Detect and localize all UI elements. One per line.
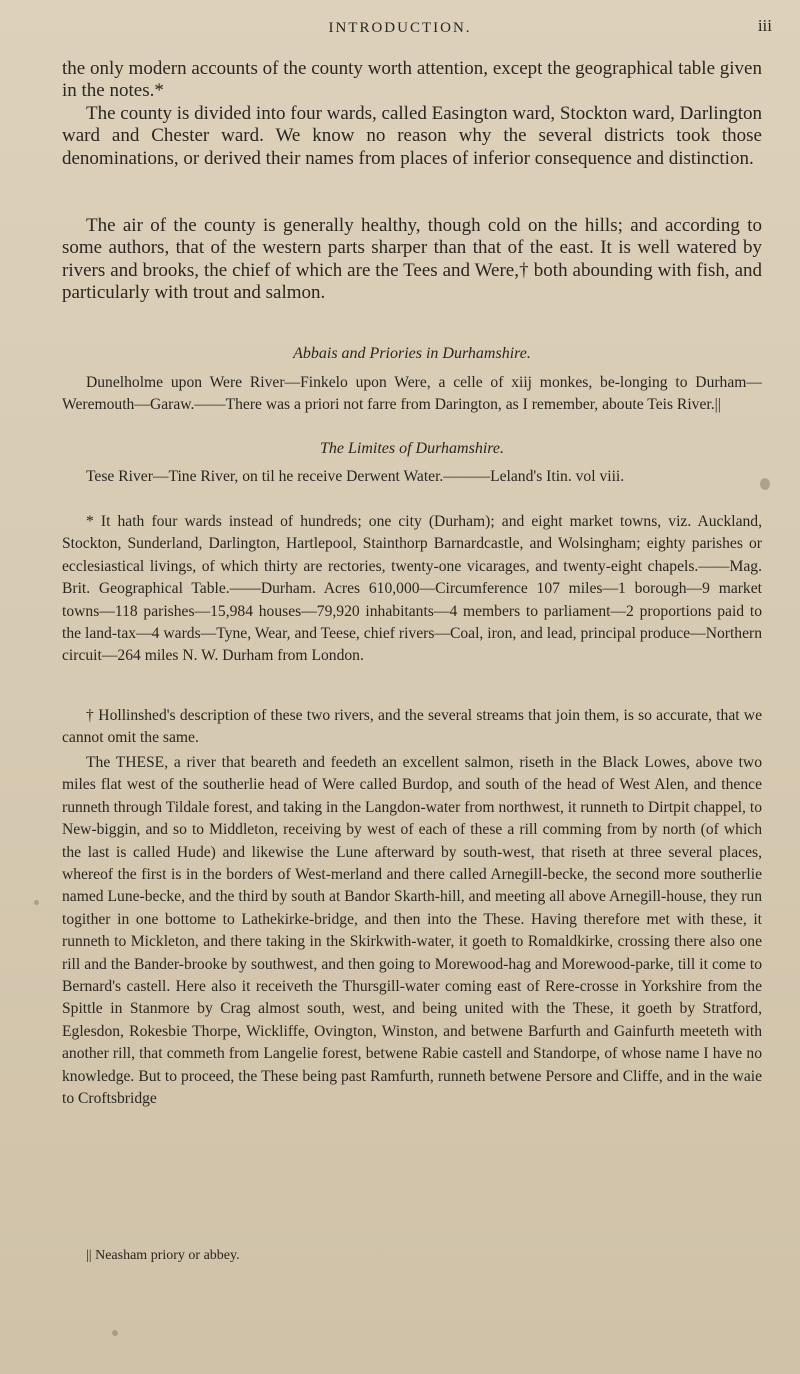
- footnote-note: * It hath four wards instead of hundreds; one city (Durham); and eight market towns, viz. Auckland, Stockton, Sunderland, Darlington, Hartlepool, Stainthorp Barnardcastle, and Wolsingham; eighty parishes or ecclesiastical livings, of which thirty are rectories, twenty-one vicarages, and twenty-eight chapels.——Mag. Brit. Geographical Table.——Durham. Acres 610,000—Circumference 107 miles—1 borough—9 market towns—118 parishes—15,984 houses—79,920 inhabitants—4 members to parliament—2 proportions paid to the land-tax—4 wards—Tyne, Wear, and Teese, chief rivers—Coal, iron, and lead, principal produce—Northern circuit—264 miles N. W. Durham from London.: [62, 513, 762, 665]
- paper-stain: [760, 478, 770, 490]
- leland-extract: Tese River—Tine River, on til he receive Derwent Water.———Leland's Itin. vol viii.: [86, 468, 625, 485]
- body-paragraph: The air of the county is generally healthy, though cold on the hills; and according to some authors, that of the western parts sharper than that of the east. It is well watered by rivers and brooks, the chief of which are the Tees and Were,† both abounding with fish, and particularly with trout and salmon.: [62, 215, 762, 303]
- paper-stain: [112, 1330, 118, 1336]
- body-paragraph: The county is divided into four wards, called Easington ward, Stockton ward, Darlington ward and Chester ward. We know no reason why the several districts took those denominations, or derived their names from places of inferior consequence and distinction.: [62, 103, 762, 169]
- paper-stain: [34, 900, 39, 905]
- footnote-note: † Hollinshed's description of these two rivers, and the several streams that join them, is so accurate, that we cannot omit the same.: [62, 707, 762, 747]
- leland-extract: Dunelholme upon Were River—Finkelo upon Were, a celle of xiij monkes, be-longing to Durham—Weremouth—Garaw.——There was a priori not farre from Darington, as I remember, aboute Teis River.||: [62, 374, 762, 414]
- body-paragraph: the only modern accounts of the county worth attention, except the geographical table given in the notes.*: [62, 58, 762, 102]
- page-header: [0, 6, 800, 46]
- section-subheading: The Limites of Durhamshire.: [319, 440, 504, 457]
- page-number: iii: [757, 16, 772, 35]
- running-title: INTRODUCTION.: [328, 20, 472, 36]
- footnote-note: The THESE, a river that beareth and feedeth an excellent salmon, riseth in the Black Lowes, above two miles flat west of the southerlie head of Were called Burdop, and south of the head of West Alen, and thence runneth through Tildale forest, and taking in the Langdon-water from northwest, it runneth to Dirtpit chappel, to New-biggin, and so to Middleton, receiving by west of each of these a rill comming from by north (of which the last is called Hude) and likewise the Lune afterward by south-west, that riseth at three several places, whereof the first is in the borders of West-merland and there called Arnegill-becke, the second more southerlie named Lune-becke, and the third by south at Bandor Skarth-hill, and meeting all above Arnegill-house, they run togither in one bottome to Lathekirke-bridge, and then into the These. Having therefore met with these, it runneth to Mickleton, and there taking in the Skirkwith-water, it goeth to Romaldkirke, crossing there also one rill and the Bander-brooke by southwest, and then going to Morewood-hag and Morewood-parke, till it come to Bernard's castell. Here also it receiveth the Thursgill-water coming east of Rere-crosse in Yorkshire from the Spittle in Stanmore by Crag almost south, west, and being united with the These, it goeth by Stratford, Eglesdon, Rokesbie Thorpe, Wickliffe, Ovington, Winston, and betwene Barfurth and Gainfurth meeteth with another rill, that commeth from Langelie forest, betwene Rabie castell and Standorpe, of whose name I have no knowledge. But to proceed, the These being past Ramfurth, runneth betwene Persore and Cliffe, and in the waie to Croftsbridge: [62, 754, 762, 1108]
- section-heading: Abbais and Priories in Durhamshire.: [293, 345, 531, 362]
- bottom-footnote: || Neasham priory or abbey.: [86, 1248, 240, 1263]
